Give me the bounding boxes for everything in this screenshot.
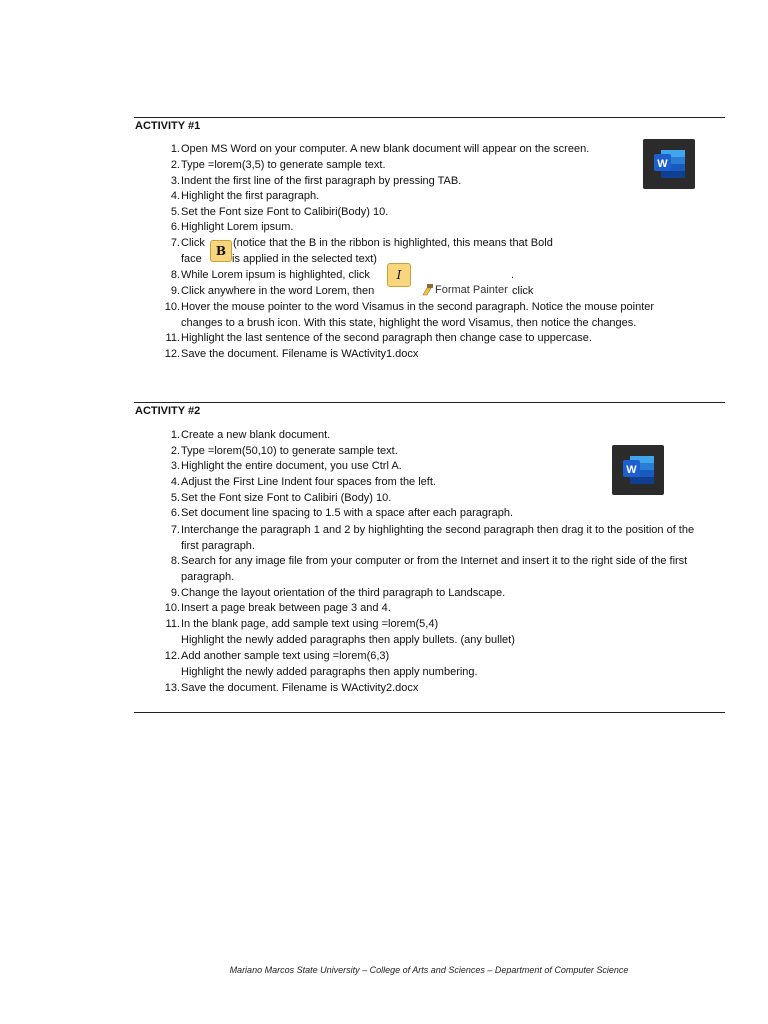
activity2-item-5: 5. Set the Font size Font to Calibiri (Body) 10. — [170, 492, 392, 504]
format-painter-label: Format Painter — [435, 284, 508, 296]
activity1-item-4: 4. Highlight the first paragraph. — [170, 190, 320, 202]
activity2-item-1: 1. Create a new blank document. — [170, 429, 331, 441]
activity1-item-11: 11. Highlight the last sentence of the second paragraph then change case to uppercase. — [165, 332, 592, 344]
activity1-title: ACTIVITY #1 — [135, 120, 201, 132]
activity1-item-8: 8. While Lorem ipsum is highlighted, click . — [170, 269, 515, 281]
activity2-item-6: 6. Set document line spacing to 1.5 with a space after each paragraph. — [170, 507, 514, 519]
bold-button-icon: B — [210, 240, 232, 262]
activity1-item-3: 3. Indent the first line of the first paragraph by pressing TAB. — [170, 175, 462, 187]
activity2-bottom-rule — [134, 712, 725, 713]
activity2-item-4: 4. Adjust the First Line Indent four spaces from the left. — [170, 476, 436, 488]
format-painter-icon — [421, 284, 508, 296]
activity2-item-9: 9. Change the layout orientation of the third paragraph to Landscape. — [170, 587, 506, 599]
page-footer: Mariano Marcos State University – College of Arts and Sciences – Department of Computer Science — [229, 965, 629, 975]
activity2-item-2: 2. Type =lorem(50,10) to generate sample text. — [170, 445, 398, 457]
activity1-item-10: 10. Hover the mouse pointer to the word Visamus in the second paragraph. Notice the mouse pointer changes to a brush icon. With this state, highlight the word Visamus, then notice the changes. — [164, 301, 655, 329]
activity1-item-6: 6. Highlight Lorem ipsum. — [170, 221, 294, 233]
activity2-item-8: 8. Search for any image file from your computer or from the Internet and insert it to the right side of the first paragraph. — [170, 555, 688, 583]
activity2-item-11: 11. In the blank page, add sample text using =lorem(5,4) Highlight the newly added paragraphs then apply bullets. (any bullet) — [165, 618, 515, 646]
activity2-item-7: 7. Interchange the paragraph 1 and 2 by highlighting the second paragraph then drag it to the position of the first paragraph. — [170, 524, 695, 552]
svg-text:W: W — [626, 464, 637, 476]
activity2-top-rule — [134, 402, 725, 403]
activity2-title: ACTIVITY #2 — [135, 405, 201, 417]
activity1-item-1: 1. Open MS Word on your computer. A new blank document will appear on the screen. — [170, 143, 590, 155]
activity2-item-13: 13. Save the document. Filename is WActivity2.docx — [164, 682, 419, 694]
activity1-item-2: 2. Type =lorem(3,5) to generate sample text. — [170, 159, 386, 171]
activity1-top-rule — [134, 117, 725, 118]
activity1-item-9: 9. Click anywhere in the word Lorem, then click — [170, 285, 534, 297]
activity1-item-5: 5. Set the Font size Font to Calibiri(Body) 10. — [170, 206, 389, 218]
activity2-item-10: 10. Insert a page break between page 3 and 4. — [164, 602, 391, 614]
italic-button-icon: I — [387, 263, 411, 287]
activity2-item-3: 3. Highlight the entire document, you use Ctrl A. — [170, 460, 402, 472]
activity2-item-12: 12. Add another sample text using =lorem(6,3) Highlight the newly added paragraphs then apply numbering. — [164, 650, 478, 678]
svg-text:W: W — [657, 158, 668, 170]
activity1-item-12: 12. Save the document. Filename is WActivity1.docx — [164, 348, 419, 360]
activity1-item-7: 7. Click (notice that the B in the ribbon is highlighted, this means that Bold face is applied in the selected text) — [170, 237, 553, 265]
